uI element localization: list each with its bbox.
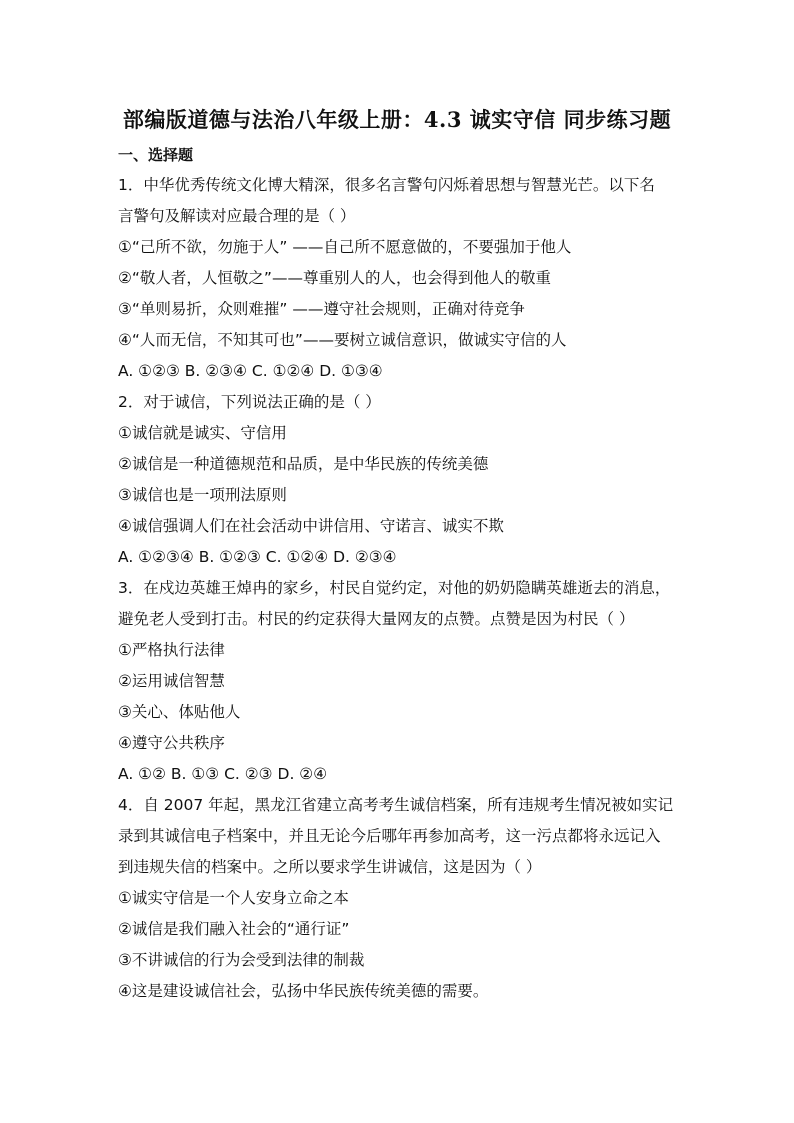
option-1: ①严格执行法律 xyxy=(118,641,225,659)
option-2: ②运用诚信智慧 xyxy=(118,672,225,690)
option-3: ③诚信也是一项刑法原则 xyxy=(118,486,287,504)
question-stem-line: 避免老人受到打击。村民的约定获得大量网友的点赞。点赞是因为村民（ ） xyxy=(118,610,635,628)
question-stem-line: 到违规失信的档案中。之所以要求学生讲诚信，这是因为（ ） xyxy=(118,858,542,876)
answer-choices: A. ①②③ B. ②③④ C. ①②④ D. ①③④ xyxy=(118,362,383,380)
question-4 xyxy=(118,790,678,1007)
option-3: ③“单则易折，众则难摧” ——遵守社会规则，正确对待竞争 xyxy=(118,300,525,318)
option-2: ②诚信是我们融入社会的“通行证” xyxy=(118,920,350,938)
question-stem-line: 录到其诚信电子档案中，并且无论今后哪年再参加高考，这一污点都将永远记入 xyxy=(118,827,661,845)
question-stem-line: 2．对于诚信，下列说法正确的是（ ） xyxy=(118,393,381,411)
option-4: ④遵守公共秩序 xyxy=(118,734,225,752)
option-2: ②“敬人者，人恒敬之”——尊重别人的人，也会得到他人的敬重 xyxy=(118,269,551,287)
question-stem-line: 3．在戍边英雄王焯冉的家乡，村民自觉约定，对他的奶奶隐瞒英雄逝去的消息， xyxy=(118,579,671,597)
answer-choices: A. ①② B. ①③ C. ②③ D. ②④ xyxy=(118,765,328,783)
question-stem-line: 言警句及解读对应最合理的是（ ） xyxy=(118,207,356,225)
option-4: ④诚信强调人们在社会活动中讲信用、守诺言、诚实不欺 xyxy=(118,517,504,535)
question-list xyxy=(118,170,678,1007)
option-3: ③关心、体贴他人 xyxy=(118,703,241,721)
question-1 xyxy=(118,170,678,387)
option-3: ③不讲诚信的行为会受到法律的制裁 xyxy=(118,951,365,969)
answer-choices: A. ①②③④ B. ①②③ C. ①②④ D. ②③④ xyxy=(118,548,397,566)
option-1: ①诚信就是诚实、守信用 xyxy=(118,424,287,442)
option-4: ④“人而无信，不知其可也”——要树立诚信意识，做诚实守信的人 xyxy=(118,331,567,349)
section-heading: 一、选择题 xyxy=(118,146,194,164)
option-1: ①“己所不欲，勿施于人” ——自己所不愿意做的，不要强加于他人 xyxy=(118,238,572,256)
option-2: ②诚信是一种道德规范和品质，是中华民族的传统美德 xyxy=(118,455,489,473)
question-stem-line: 4．自 2007 年起，黑龙江省建立高考考生诚信档案，所有违规考生情况被如实记 xyxy=(118,796,674,814)
option-1: ①诚实守信是一个人安身立命之本 xyxy=(118,889,349,907)
page-title: 部编版道德与法治八年级上册：4.3 诚实守信 同步练习题 xyxy=(122,107,672,132)
option-4: ④这是建设诚信社会，弘扬中华民族传统美德的需要。 xyxy=(118,982,489,1000)
question-2 xyxy=(118,387,678,573)
question-3 xyxy=(118,573,678,790)
question-stem-line: 1．中华优秀传统文化博大精深，很多名言警句闪烁着思想与智慧光芒。以下名 xyxy=(118,176,655,194)
